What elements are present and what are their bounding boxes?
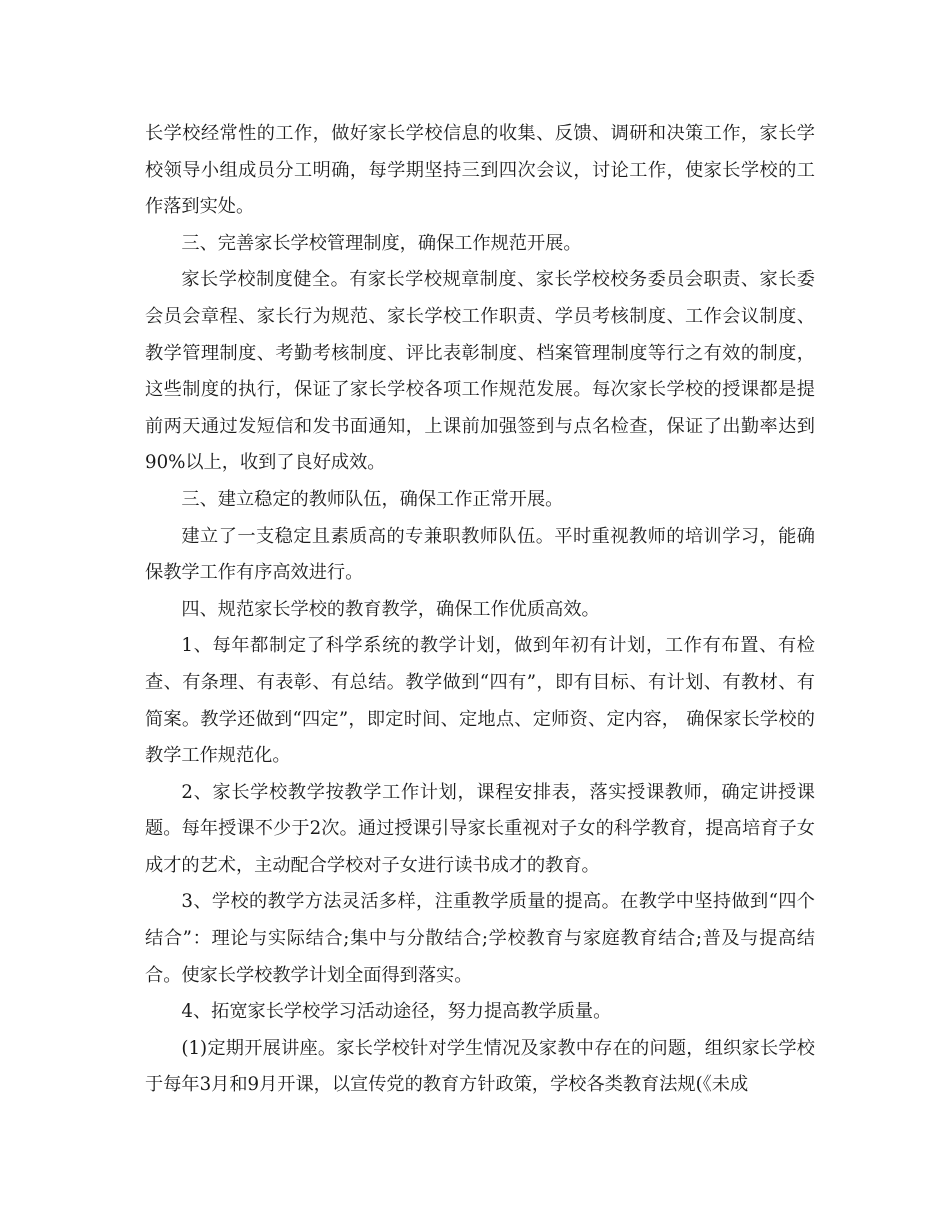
list-item-3: 3、学校的教学方法灵活多样，注重教学质量的提高。在教学中坚持做到“四个结合”：理论与实际结合;集中与分散结合;学校教育与家庭教育结合;普及与提高结合。使家长学校教学计划全面得到落实。 xyxy=(145,891,815,986)
list-item-1: 1、每年都制定了科学系统的教学计划，做到年初有计划，工作有布置、有检查、有条理、有表彰、有总结。教学做到“四有”，即有目标、有计划、有教材、有简案。教学还做到“四定”，即定时间、定地点、定师资、定内容， 确保家长学校的教学工作规范化。 xyxy=(145,635,815,767)
heading-section-3-teachers: 三、建立稳定的教师队伍，确保工作正常开展。 xyxy=(181,488,564,510)
document-body xyxy=(145,116,815,1104)
paragraph-3: 家长学校制度健全。有家长学校规章制度、家长学校校务委员会职责、家长委会员会章程、家长行为规范、家长学校工作职责、学员考核制度、工作会议制度、教学管理制度、考勤考核制度、评比表彰制度、档案管理制度等行之有效的制度，这些制度的执行，保证了家长学校各项工作规范发展。每次家长学校的授课都是提前两天通过发短信和发书面通知，上课前加强签到与点名检查，保证了出勤率达到90%以上，收到了良好成效。 xyxy=(145,269,815,474)
list-item-4: 4、拓宽家长学校学习活动途径，努力提高教学质量。 xyxy=(181,1001,612,1023)
sub-item-1: (1)定期开展讲座。家长学校针对学生情况及家教中存在的问题，组织家长学校于每年3月和9月开课，以宣传党的教育方针政策，学校各类教育法规(《未成 xyxy=(145,1037,815,1096)
paragraph-1: 长学校经常性的工作，做好家长学校信息的收集、反馈、调研和决策工作，家长学校领导小组成员分工明确，每学期坚持三到四次会议，讨论工作，使家长学校的工作落到实处。 xyxy=(145,123,815,218)
heading-section-3-management: 三、完善家长学校管理制度，确保工作规范开展。 xyxy=(181,232,582,254)
paragraph-5: 建立了一支稳定且素质高的专兼职教师队伍。平时重视教师的培训学习，能确保教学工作有序高效进行。 xyxy=(145,525,815,584)
list-item-2: 2、家长学校教学按教学工作计划，课程安排表，落实授课教师，确定讲授课题。每年授课不少于2次。通过授课引导家长重视对子女的科学教育，提高培育子女成才的艺术，主动配合学校对子女进行读书成才的教育。 xyxy=(145,781,815,876)
heading-section-4: 四、规范家长学校的教育教学，确保工作优质高效。 xyxy=(181,598,600,620)
